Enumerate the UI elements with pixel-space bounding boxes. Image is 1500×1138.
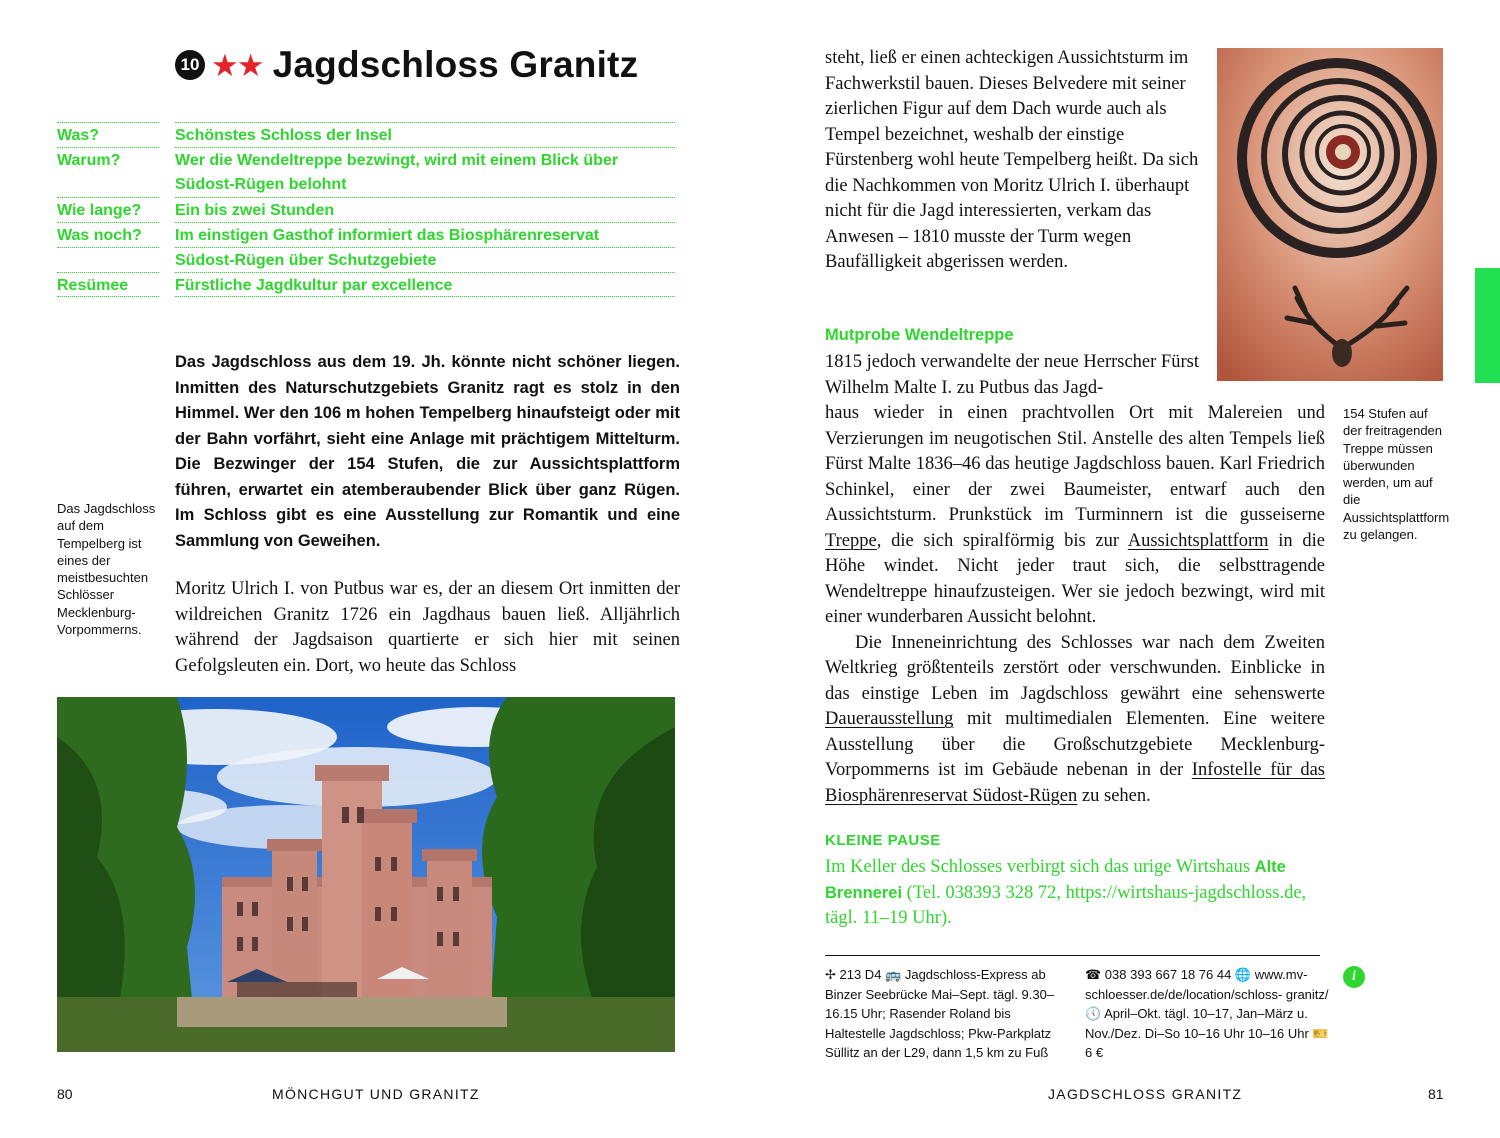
- link-aussichtsplattform[interactable]: Aussichtsplattform: [1127, 530, 1269, 551]
- body-text: zu sehen.: [1077, 785, 1151, 806]
- fact-value: Wer die Wendeltreppe bezwingt, wird mit einem Blick über: [175, 147, 675, 172]
- pause-heading: KLEINE PAUSE: [825, 832, 941, 849]
- body-paragraph-right-top: steht, ließ er einen achteckigen Aussichtsturm im Fachwerkstil bauen. Dieses Belvedere mit seiner zierlichen Figur auf dem Dach wurde auch als Tempel bezeichnet, weshalb der einstige Fürstenberg wohl heute Tempelberg heißt. Da sich die Nachkommen von Moritz Ulrich I. überhaupt nicht für die Jagd interessierten, verkam das Anwesen – 1810 musste der Turm wegen Baufälligkeit abgerissen werden.: [825, 48, 1199, 272]
- intro-paragraph: Das Jagdschloss aus dem 19. Jh. könnte nicht schöner liegen. Inmitten des Naturschutzgebiets Granitz ragt es stolz in den Himmel. Wer den 106 m hohen Tempelberg hinaufsteigt oder mit der Bahn vorfährt, sieht eine Anlage mit prächtigem Mittelturm. Die Bezwinger der 154 Stufen, die zur Aussichtsplattform führen, erwartet ein atemberaubender Blick über ganz Rügen. Im Schloss gibt es eine Ausstellung zur Romantik und eine Sammlung von Geweihen.: [175, 353, 680, 550]
- fact-row: [57, 122, 675, 147]
- page-number-left: 80: [57, 1086, 73, 1102]
- body-paragraph-left: Moritz Ulrich I. von Putbus war es, der an diesem Ort inmitten der wildreichen Granitz 1726 ein Jagdhaus bauen ließ. Alljährlich während der Jagdsaison quartierte er sich hier mit seinen Gefolgsleuten ein. Dort, wo heute das Schloss: [175, 579, 680, 676]
- body-line-narrow: 1815 jedoch verwandelte der neue Herrscher Fürst Wilhelm Malte I. zu Putbus das Jagd-: [825, 352, 1199, 398]
- info-icon: i: [1343, 966, 1365, 988]
- chapter-number-badge: 10: [175, 50, 205, 80]
- photo-caption-left: Das Jagdschloss auf dem Tempelberg ist eines der meistbesuchten Schlösser Mecklenburg-Vorpommerns.: [57, 501, 156, 638]
- fact-value: Fürstliche Jagdkultur par excellence: [175, 272, 675, 297]
- page-title: Jagdschloss Granitz: [272, 44, 639, 85]
- restaurant-name: Alte Brennerei: [825, 858, 1286, 902]
- body-text: Die Inneneinrichtung des Schlosses war nach dem Zweiten Weltkrieg größtenteils zerstört oder verschwunden. Einblicke in das einstige Leben im Jagdschloss gewährt eine sehenswerte: [825, 632, 1325, 704]
- chapter-tab-marker: [1475, 268, 1500, 383]
- page-number-right: 81: [1428, 1086, 1444, 1102]
- body-text: , die sich spiralförmig bis zur: [876, 530, 1120, 551]
- link-treppe[interactable]: Treppe: [825, 530, 877, 551]
- facts-table: [57, 122, 675, 297]
- fact-label: Was?: [57, 122, 159, 147]
- fact-row: [57, 272, 675, 297]
- running-title-right: JAGDSCHLOSS GRANITZ: [1048, 1086, 1243, 1102]
- link-infostelle[interactable]: Infostelle für das Biosphärenreservat Südost-Rügen: [825, 760, 1325, 806]
- fact-label: Warum?: [57, 147, 159, 172]
- info-directions: ✢ 213 D4 🚌 Jagdschloss-Express ab Binzer Seebrücke Mai–Sept. tägl. 9.30–16.15 Uhr; Rasender Roland bis Haltestelle Jagdschloss; Pkw-Parkplatz Süllitz an der L29, dann 1,5 km zu Fuß: [825, 967, 1055, 1060]
- fact-value: Südost-Rügen über Schutzgebiete: [175, 247, 675, 272]
- body-text: mit multimedialen Elementen. Eine weitere Ausstellung über die Großschutzgebiete Mecklenburg-Vorpommerns ist im Gebäude nebenan in der: [825, 709, 1325, 780]
- photo-caption-right: 154 Stufen auf der freitragenden Treppe müssen überwunden werden, um auf die Aussichtsplattform zu gelangen.: [1343, 406, 1450, 543]
- fact-value: Südost-Rügen belohnt: [175, 176, 347, 193]
- body-text: haus wieder in einen prachtvollen Ort mit Malereien und Verzierungen im neugotischen Stil. Anstelle des alten Tempels ließ Fürst Malte 1836–46 das heutige Jagdschloss bauen. Karl Friedrich Schinkel, einer der zwei Baumeister, entwarf auch den Aussichtsturm. Prunkstück im Turminnern ist die gusseiserne: [825, 403, 1325, 525]
- chapter-title-row: [175, 44, 638, 86]
- fact-row: [57, 197, 675, 222]
- body-paragraph-right: [825, 350, 1325, 809]
- fact-row: [57, 222, 675, 272]
- section-heading: Mutprobe Wendeltreppe: [825, 326, 1014, 344]
- staircase-photo: [1217, 48, 1443, 381]
- fact-value: Ein bis zwei Stunden: [175, 197, 675, 222]
- link-dauerausstellung[interactable]: Dauerausstellung: [825, 709, 954, 729]
- fact-value: Im einstigen Gasthof informiert das Biosphärenreservat: [175, 222, 675, 247]
- fact-value: Schönstes Schloss der Insel: [175, 122, 675, 147]
- fact-label: Resümee: [57, 272, 159, 297]
- fact-label: Was noch?: [57, 222, 159, 247]
- info-contact: ☎ 038 393 667 18 76 44 🌐 www.mv-schloesser.de/de/location/schloss- granitz/ 🕔 April–Okt. tägl. 10–17, Jan–März u. Nov./Dez. Di–So 10–16 Uhr 10–16 Uhr 🎫 6 €: [1085, 967, 1329, 1060]
- fact-row: [57, 147, 675, 197]
- pause-paragraph: [825, 855, 1325, 932]
- fact-label: Wie lange?: [57, 197, 159, 222]
- info-divider: [825, 955, 1320, 956]
- pause-text: Im Keller des Schlosses verbirgt sich das urige Wirtshaus: [825, 857, 1251, 877]
- body-text: in die Höhe windet. Nicht jeder traut sich, die selbsttragende Wendeltreppe hinaufzusteigen. Wer sie jedoch bezwingt, wird mit einer wunderbaren Aussicht belohnt.: [825, 530, 1325, 627]
- running-title-left: MÖNCHGUT UND GRANITZ: [272, 1086, 480, 1102]
- castle-photo: [57, 697, 675, 1052]
- pause-text: (Tel. 038393 328 72, https://wirtshaus-jagdschloss.de, tägl. 11–19 Uhr).: [825, 882, 1307, 928]
- rating-stars-icon: ★★: [211, 47, 263, 83]
